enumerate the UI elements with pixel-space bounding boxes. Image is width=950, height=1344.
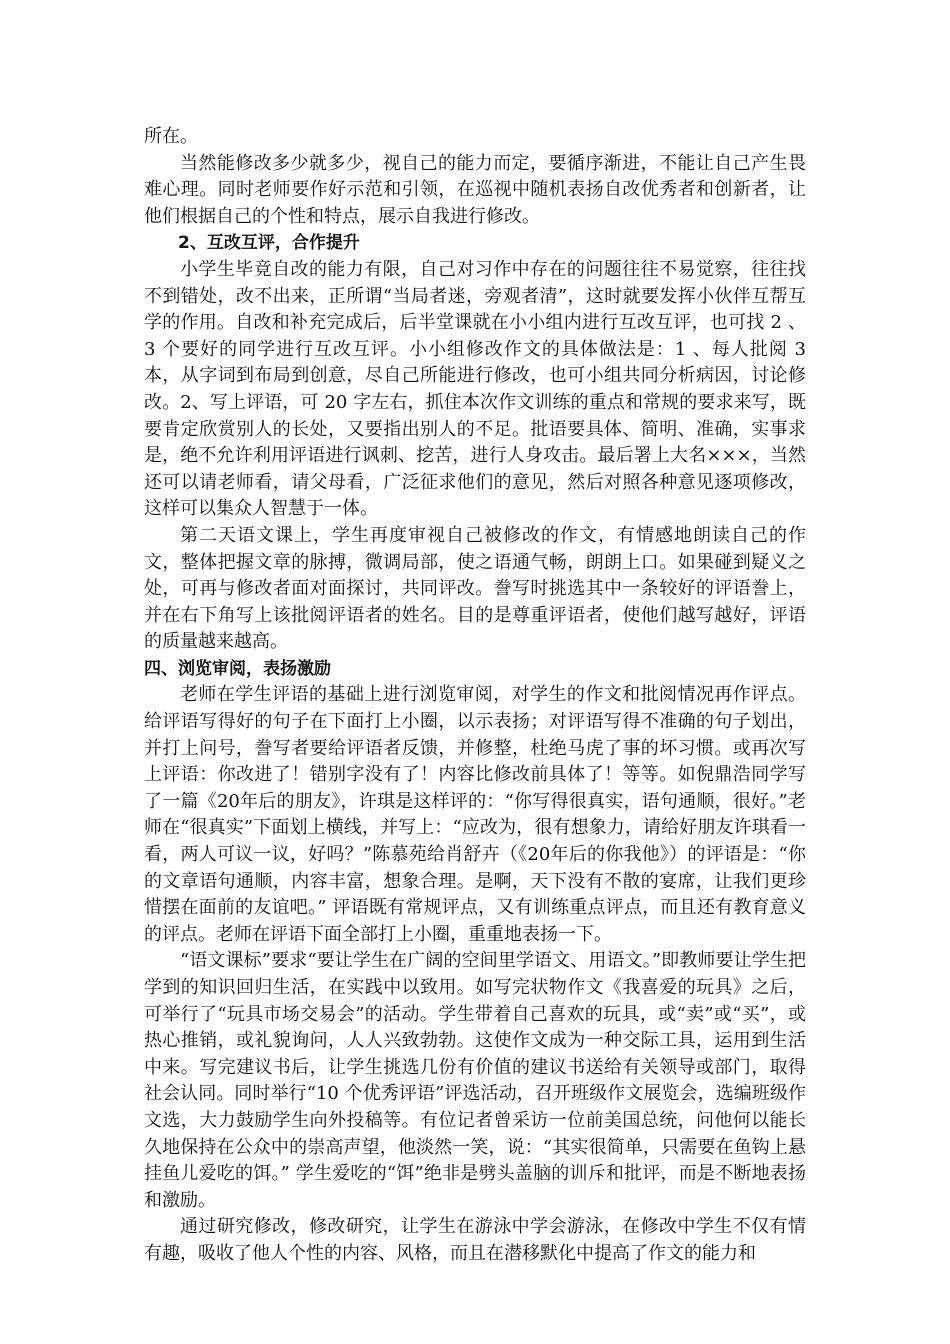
section-heading-browse-review: 四、浏览审阅，表扬激励 bbox=[144, 658, 331, 679]
paragraph-conclusion: 通过研究修改，修改研究，让学生在游泳中学会游泳，在修改中学生不仅有情有趣，吸收了他人个性的内容、风格，而且在潜移默化中提高了作文的能力和 bbox=[144, 1216, 806, 1264]
paragraph-continuation: 所在。 bbox=[144, 126, 198, 147]
paragraph-next-day: 第二天语文课上，学生再度审视自己被修改的作文，有情感地朗读自己的作文，整体把握文章的脉搏，微调局部，使之语通气畅，朗朗上口。如果碰到疑义之处，可再与修改者面对面探讨，共同评改。誊写时挑选其中一条较好的评语誊上，并在右下角写上该批阅评语者的姓名。目的是尊重评语者，使他们越写越好，评语的质量越来越高。 bbox=[144, 524, 806, 653]
paragraph-curriculum: “语文课标”要求“要让学生在广阔的空间里学语文、用语文。”即教师要让学生把学到的知识回归生活，在实践中以致用。如写完状物作文《我喜爱的玩具》之后，可举行了“玩具市场交易会”的活动。学生带着自己喜欢的玩具，或“卖”或“买”，或热心推销，或礼貌询问，人人兴致勃勃。这使作文成为一种交际工具，运用到生活中来。写完建议书后，让学生挑选几份有价值的建议书送给有关领导或部门，取得社会认同。同时举行“10 个优秀评语”评选活动，召开班级作文展览会，选编班级作文选，大力鼓励学生向外投稿等。有位记者曾采访一位前美国总统，问他何以能长久地保持在公众中的崇高声望，他淡然一笑，说：“其实很简单，只需要在鱼钩上悬挂鱼儿爱吃的饵。” 学生爱吃的“饵”绝非是劈头盖脑的训斥和批评，而是不断地表扬和激励。 bbox=[144, 950, 806, 1211]
paragraph-peer-review: 小学生毕竟自改的能力有限，自己对习作中存在的问题往往不易觉察，往往找不到错处，改不出来，正所谓“当局者迷，旁观者清”，这时就要发挥小伙伴互帮互学的作用。自改和补充完成后，后半堂课就在小小组内进行互改互评，也可找 2 、3 个要好的同学进行互改互评。小小组修改作文的具体做法是：1 、每人批阅 3 本，从字词到布局到创意，尽自己所能进行修改，也可小组共同分析病因，讨论修改。2、写上评语，可 20 字左右，抓住本次作文训练的重点和常规的要求来写，既要肯定欣赏别人的长处，又要指出别人的不足。批语要具体、简明、准确，实事求是，绝不允许利用评语进行讽刺、挖苦，进行人身攻击。最后署上大名×××，当然还可以请老师看，请父母看，广泛征求他们的意见，然后对照各种意见逐项修改，这样可以集众人智慧于一体。 bbox=[144, 258, 806, 520]
paragraph-self-revision: 当然能修改多少就多少，视自己的能力而定，要循序渐进，不能让自己产生畏难心理。同时老师要作好示范和引领，在巡视中随机表扬自改优秀者和创新者，让他们根据自己的个性和特点，展示自我进行修改。 bbox=[144, 152, 806, 227]
paragraph-teacher-review: 老师在学生评语的基础上进行浏览审阅，对学生的作文和批阅情况再作评点。给评语写得好的句子在下面打上小圈，以示表扬；对评语写得不准确的句子划出，并打上问号，誊写者要给评语者反馈，并修整，杜绝马虎了事的坏习惯。或再次写上评语：你改进了！错别字没有了！内容比修改前具体了！等等。如倪鼎浩同学写了一篇《20年后的朋友》，许琪是这样评的：“你写得很真实，语句通顺，很好。”老师在“很真实”下面划上横线，并写上：“应改为，很有想象力，请给好朋友许琪看一看，两人可议一议，好吗？”陈慕苑给肖舒卉（《20年后的你我他》）的评语是：“你的文章语句通顺，内容丰富，想象合理。是啊，天下没有不散的宴席，让我们更珍惜摆在面前的友谊吧。” 评语既有常规评点，又有训练重点评点，而且还有教育意义的评点。老师在评语下面全部打上小圈，重重地表扬一下。 bbox=[144, 684, 806, 945]
document-page bbox=[144, 124, 806, 1268]
section-heading-peer-review: 2、互改互评，合作提升 bbox=[178, 233, 360, 254]
